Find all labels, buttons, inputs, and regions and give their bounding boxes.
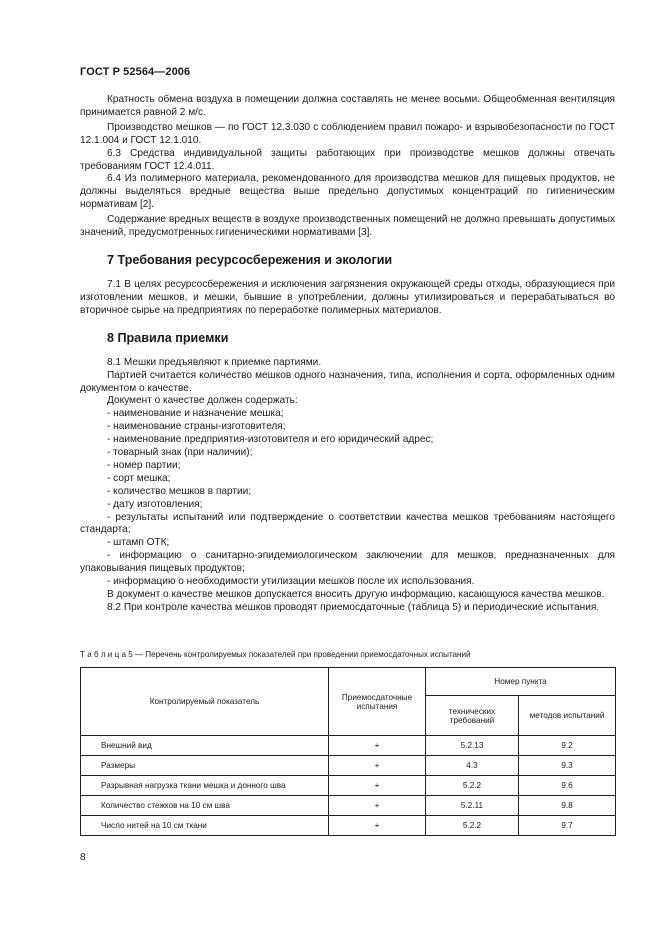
list-item: - наименование и назначение мешка;: [107, 408, 284, 420]
section-8-title: 8 Правила приемки: [107, 330, 229, 345]
method-cell: 9.8: [519, 796, 616, 816]
method-cell: 9.6: [519, 776, 616, 796]
list-item: - товарный знак (при наличии);: [107, 447, 253, 459]
mark-cell: +: [329, 816, 426, 836]
paragraph: Партией считается количество мешков одного назначения, типа, исполнения и сорта, оформленных одним документом о качестве.: [80, 369, 615, 394]
paragraph: Документ о качестве должен содержать:: [107, 395, 298, 407]
paragraph: Производство мешков — по ГОСТ 12.3.030 с соблюдением правил пожаро- и взрывобезопасности по ГОСТ 12.1.004 и ГОСТ 12.1.010.: [80, 121, 615, 146]
list-item: - сорт мешка;: [107, 472, 171, 484]
paragraph: 8.2 При контроле качества мешков проводят приемосдаточные (таблица 5) и периодические испытания.: [107, 601, 600, 613]
indicator-cell: Число нитей на 10 см ткани: [81, 816, 329, 836]
section-7-title: 7 Требования ресурсосбережения и экологии: [107, 252, 393, 267]
paragraph: 8.1 Мешки предъявляют к приемке партиями.: [107, 356, 322, 368]
method-cell: 9.7: [519, 816, 616, 836]
indicator-cell: Разрывная нагрузка ткани мешка и донного шва: [81, 776, 329, 796]
header-test-methods: методов испытаний: [519, 696, 616, 736]
mark-cell: +: [329, 756, 426, 776]
paragraph: В документ о качестве мешков допускается вносить другую информацию, касающуюся качества мешков.: [107, 589, 605, 600]
indicator-cell: Размеры: [81, 756, 329, 776]
list-item: - информацию о необходимости утилизации мешков после их использования.: [107, 576, 475, 588]
paragraph: 7.1 В целях ресурсосбережения и исключения загрязнения окружающей среды отходы, образующиеся при изготовлении мешков, и мешки, бывшие в употреблении, должны утилизироваться и перерабатываться во вторичное сырье на предприятиях по переработке полимерных материалов.: [80, 278, 615, 316]
table-row: [81, 796, 616, 816]
paragraph: Содержание вредных веществ в воздухе производственных помещений не должно превышать допустимых значений, предусмотренных гигиеническими нормативами [3].: [80, 214, 615, 239]
list-item: - штамп ОТК;: [107, 537, 170, 549]
list-item: - результаты испытаний или подтверждение о соответствии качества мешков требованиям настоящего стандарта;: [80, 511, 615, 536]
page-number: 8: [80, 852, 86, 863]
table-5: [80, 667, 616, 836]
paragraph: Кратность обмена воздуха в помещении должна составлять не менее восьми. Общеобменная вентиляция принимается равной 2 м/с.: [80, 94, 615, 118]
mark-cell: +: [329, 796, 426, 816]
req-cell: 5.2.11: [426, 796, 519, 816]
document-body: [80, 94, 615, 615]
list-item: - номер партии;: [107, 459, 181, 471]
req-cell: 5.2.2: [426, 776, 519, 796]
method-cell: 9.3: [519, 756, 616, 776]
indicator-cell: Внешний вид: [81, 736, 329, 756]
header-acceptance: Приемосдаточные испытания: [329, 668, 426, 736]
req-cell: 5.2.13: [426, 736, 519, 756]
req-cell: 5.2.2: [426, 816, 519, 836]
table-caption: Т а б л и ц а 5 — Перечень контролируемых показателей при проведении приемосдаточных испытаний: [80, 650, 471, 659]
header-indicator: Контролируемый показатель: [81, 668, 329, 736]
list-item: - информацию о санитарно-эпидемиологическом заключении для мешков, предназначенных для упаковывания пищевых продуктов;: [80, 550, 615, 575]
list-item: - наименование предприятия-изготовителя и его юридический адрес;: [107, 434, 434, 446]
paragraph: 6.3 Средства индивидуальной защиты работающих при производстве мешков должны отвечать требованиям ГОСТ 12.4.011.: [80, 147, 615, 172]
header-tech-req: технических требований: [426, 696, 519, 736]
mark-cell: +: [329, 776, 426, 796]
paragraph: 6.4 Из полимерного материала, рекомендованного для производства мешков для пищевых продуктов, не должны выделяться вредные вещества выше предельно допустимых концентраций по гигиеническим нормативам [2].: [80, 173, 615, 211]
table-row: [81, 736, 616, 756]
indicator-cell: Количество стежков на 10 см шва: [81, 796, 329, 816]
list-item: - наименование страны-изготовителя;: [107, 421, 286, 433]
list-item: - количество мешков в партии;: [107, 485, 252, 497]
header-clause-number: Номер пункта: [426, 668, 616, 696]
method-cell: 9.2: [519, 736, 616, 756]
table-row: [81, 756, 616, 776]
table-row: [81, 816, 616, 836]
standard-header: ГОСТ Р 52564—2006: [80, 66, 191, 78]
mark-cell: +: [329, 736, 426, 756]
req-cell: 4.3: [426, 756, 519, 776]
table-row: [81, 776, 616, 796]
list-item: - дату изготовления;: [107, 498, 203, 510]
